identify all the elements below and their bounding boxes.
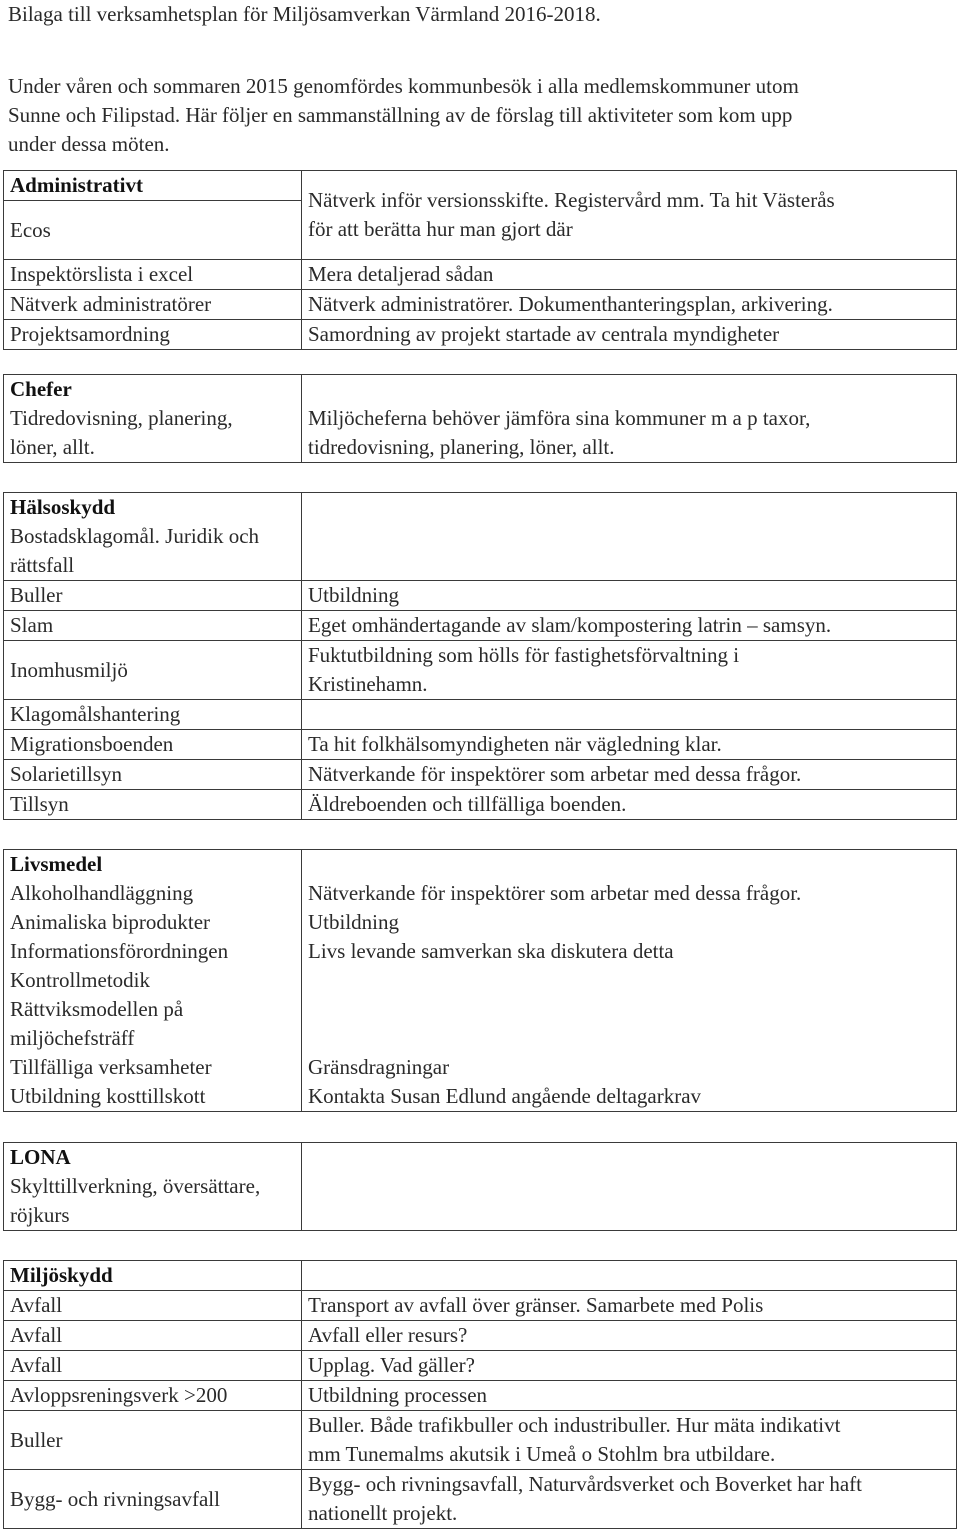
table-miljoskydd bbox=[3, 1260, 957, 1529]
chefer-cell: Chefer Tidredovisning, planering, löner, allt. bbox=[4, 375, 302, 463]
table-lona bbox=[3, 1142, 957, 1231]
halsoskydd-item: Slam bbox=[4, 611, 302, 641]
admin-item: Inspektörslista i excel bbox=[4, 260, 302, 290]
miljoskydd-item: Avfall bbox=[4, 1321, 302, 1351]
miljoskydd-item: Buller bbox=[4, 1411, 302, 1470]
heading-chefer: Chefer bbox=[10, 377, 72, 401]
admin-ecos-note: Nätverk inför versionsskifte. Registervård mm. Ta hit Västerås för att berätta hur man gjort där bbox=[302, 171, 957, 260]
admin-item: Ecos bbox=[4, 201, 302, 260]
livsmedel-left-column bbox=[4, 850, 302, 1112]
livsmedel-item: Kontrollmetodik bbox=[10, 968, 150, 992]
halsoskydd-note: Äldreboenden och tillfälliga boenden. bbox=[302, 790, 957, 820]
halsoskydd-empty bbox=[302, 493, 957, 581]
livsmedel-note: Gränsdragningar bbox=[308, 1055, 450, 1079]
heading-miljoskydd: Miljöskydd bbox=[4, 1261, 302, 1291]
intro-paragraph bbox=[8, 72, 948, 159]
livsmedel-item: miljöchefsträff bbox=[10, 1026, 135, 1050]
lona-empty bbox=[302, 1143, 957, 1231]
table-chefer bbox=[3, 374, 957, 463]
halsoskydd-item: Inomhusmiljö bbox=[4, 641, 302, 700]
table-halsoskydd bbox=[3, 492, 957, 820]
table-livsmedel bbox=[3, 849, 957, 1112]
admin-note: Mera detaljerad sådan bbox=[302, 260, 957, 290]
admin-note: Nätverk administratörer. Dokumenthanteringsplan, arkivering. bbox=[302, 290, 957, 320]
livsmedel-item: Utbildning kosttillskott bbox=[10, 1084, 206, 1108]
miljoskydd-note: Bygg- och rivningsavfall, Naturvårdsverket och Boverket har haft nationellt projekt. bbox=[302, 1470, 957, 1529]
miljoskydd-item: Avloppsreningsverk >200 bbox=[4, 1381, 302, 1411]
miljoskydd-item: Avfall bbox=[4, 1291, 302, 1321]
chefer-note: Miljöcheferna behöver jämföra sina kommuner m a p taxor, tidredovisning, planering, löner, allt. bbox=[302, 375, 957, 463]
heading-livsmedel: Livsmedel bbox=[10, 852, 103, 876]
miljoskydd-note: Buller. Både trafikbuller och industribuller. Hur mäta indikativt mm Tunemalms akutsik i Umeå o Stohlm bra utbildare. bbox=[302, 1411, 957, 1470]
admin-item: Nätverk administratörer bbox=[4, 290, 302, 320]
halsoskydd-item: Migrationsboenden bbox=[4, 730, 302, 760]
heading-halsoskydd: Hälsoskydd bbox=[10, 495, 116, 519]
halsoskydd-item: Solarietillsyn bbox=[4, 760, 302, 790]
miljoskydd-note: Transport av avfall över gränser. Samarbete med Polis bbox=[302, 1291, 957, 1321]
miljoskydd-item: Avfall bbox=[4, 1351, 302, 1381]
livsmedel-note: Nätverkande för inspektörer som arbetar med dessa frågor. bbox=[308, 881, 802, 905]
halsoskydd-note: Eget omhändertagande av slam/kompostering latrin – samsyn. bbox=[302, 611, 957, 641]
halsoskydd-note bbox=[302, 700, 957, 730]
halsoskydd-note: Utbildning bbox=[302, 581, 957, 611]
miljoskydd-item: Bygg- och rivningsavfall bbox=[4, 1470, 302, 1529]
halsoskydd-item: Tillsyn bbox=[4, 790, 302, 820]
livsmedel-note: Livs levande samverkan ska diskutera detta bbox=[308, 939, 674, 963]
livsmedel-note: Kontakta Susan Edlund angående deltagarkrav bbox=[308, 1084, 702, 1108]
halsoskydd-note: Fuktutbildning som hölls för fastighetsförvaltning i Kristinehamn. bbox=[302, 641, 957, 700]
halsoskydd-item: Buller bbox=[4, 581, 302, 611]
miljoskydd-empty bbox=[302, 1261, 957, 1291]
halsoskydd-note: Nätverkande för inspektörer som arbetar med dessa frågor. bbox=[302, 760, 957, 790]
halsoskydd-note: Ta hit folkhälsomyndigheten när vägledning klar. bbox=[302, 730, 957, 760]
livsmedel-note: Utbildning bbox=[308, 910, 400, 934]
miljoskydd-note: Utbildning processen bbox=[302, 1381, 957, 1411]
table-administrativt bbox=[3, 170, 957, 350]
halsoskydd-item: Klagomålshantering bbox=[4, 700, 302, 730]
livsmedel-item: Tillfälliga verksamheter bbox=[10, 1055, 212, 1079]
admin-note: Samordning av projekt startade av centrala myndigheter bbox=[302, 320, 957, 350]
miljoskydd-note: Upplag. Vad gäller? bbox=[302, 1351, 957, 1381]
livsmedel-right-column bbox=[302, 850, 957, 1112]
lona-cell: LONA Skylttillverkning, översättare, röjkurs bbox=[4, 1143, 302, 1231]
admin-item: Projektsamordning bbox=[4, 320, 302, 350]
page-title: Bilaga till verksamhetsplan för Miljösamverkan Värmland 2016-2018. bbox=[8, 2, 601, 26]
heading-lona: LONA bbox=[10, 1145, 71, 1169]
livsmedel-item: Animaliska biprodukter bbox=[10, 910, 211, 934]
miljoskydd-note: Avfall eller resurs? bbox=[302, 1321, 957, 1351]
intro-line: Sunne och Filipstad. Här följer en sammanställning av de förslag till aktiviteter som kom upp bbox=[8, 103, 793, 127]
livsmedel-item: Rättviksmodellen på bbox=[10, 997, 184, 1021]
livsmedel-item: Alkoholhandläggning bbox=[10, 881, 194, 905]
halsoskydd-cell: Hälsoskydd Bostadsklagomål. Juridik och rättsfall bbox=[4, 493, 302, 581]
heading-administrativt: Administrativt bbox=[4, 171, 302, 201]
intro-line: Under våren och sommaren 2015 genomfördes kommunbesök i alla medlemskommuner utom bbox=[8, 74, 799, 98]
livsmedel-item: Informationsförordningen bbox=[10, 939, 229, 963]
intro-line: under dessa möten. bbox=[8, 132, 170, 156]
